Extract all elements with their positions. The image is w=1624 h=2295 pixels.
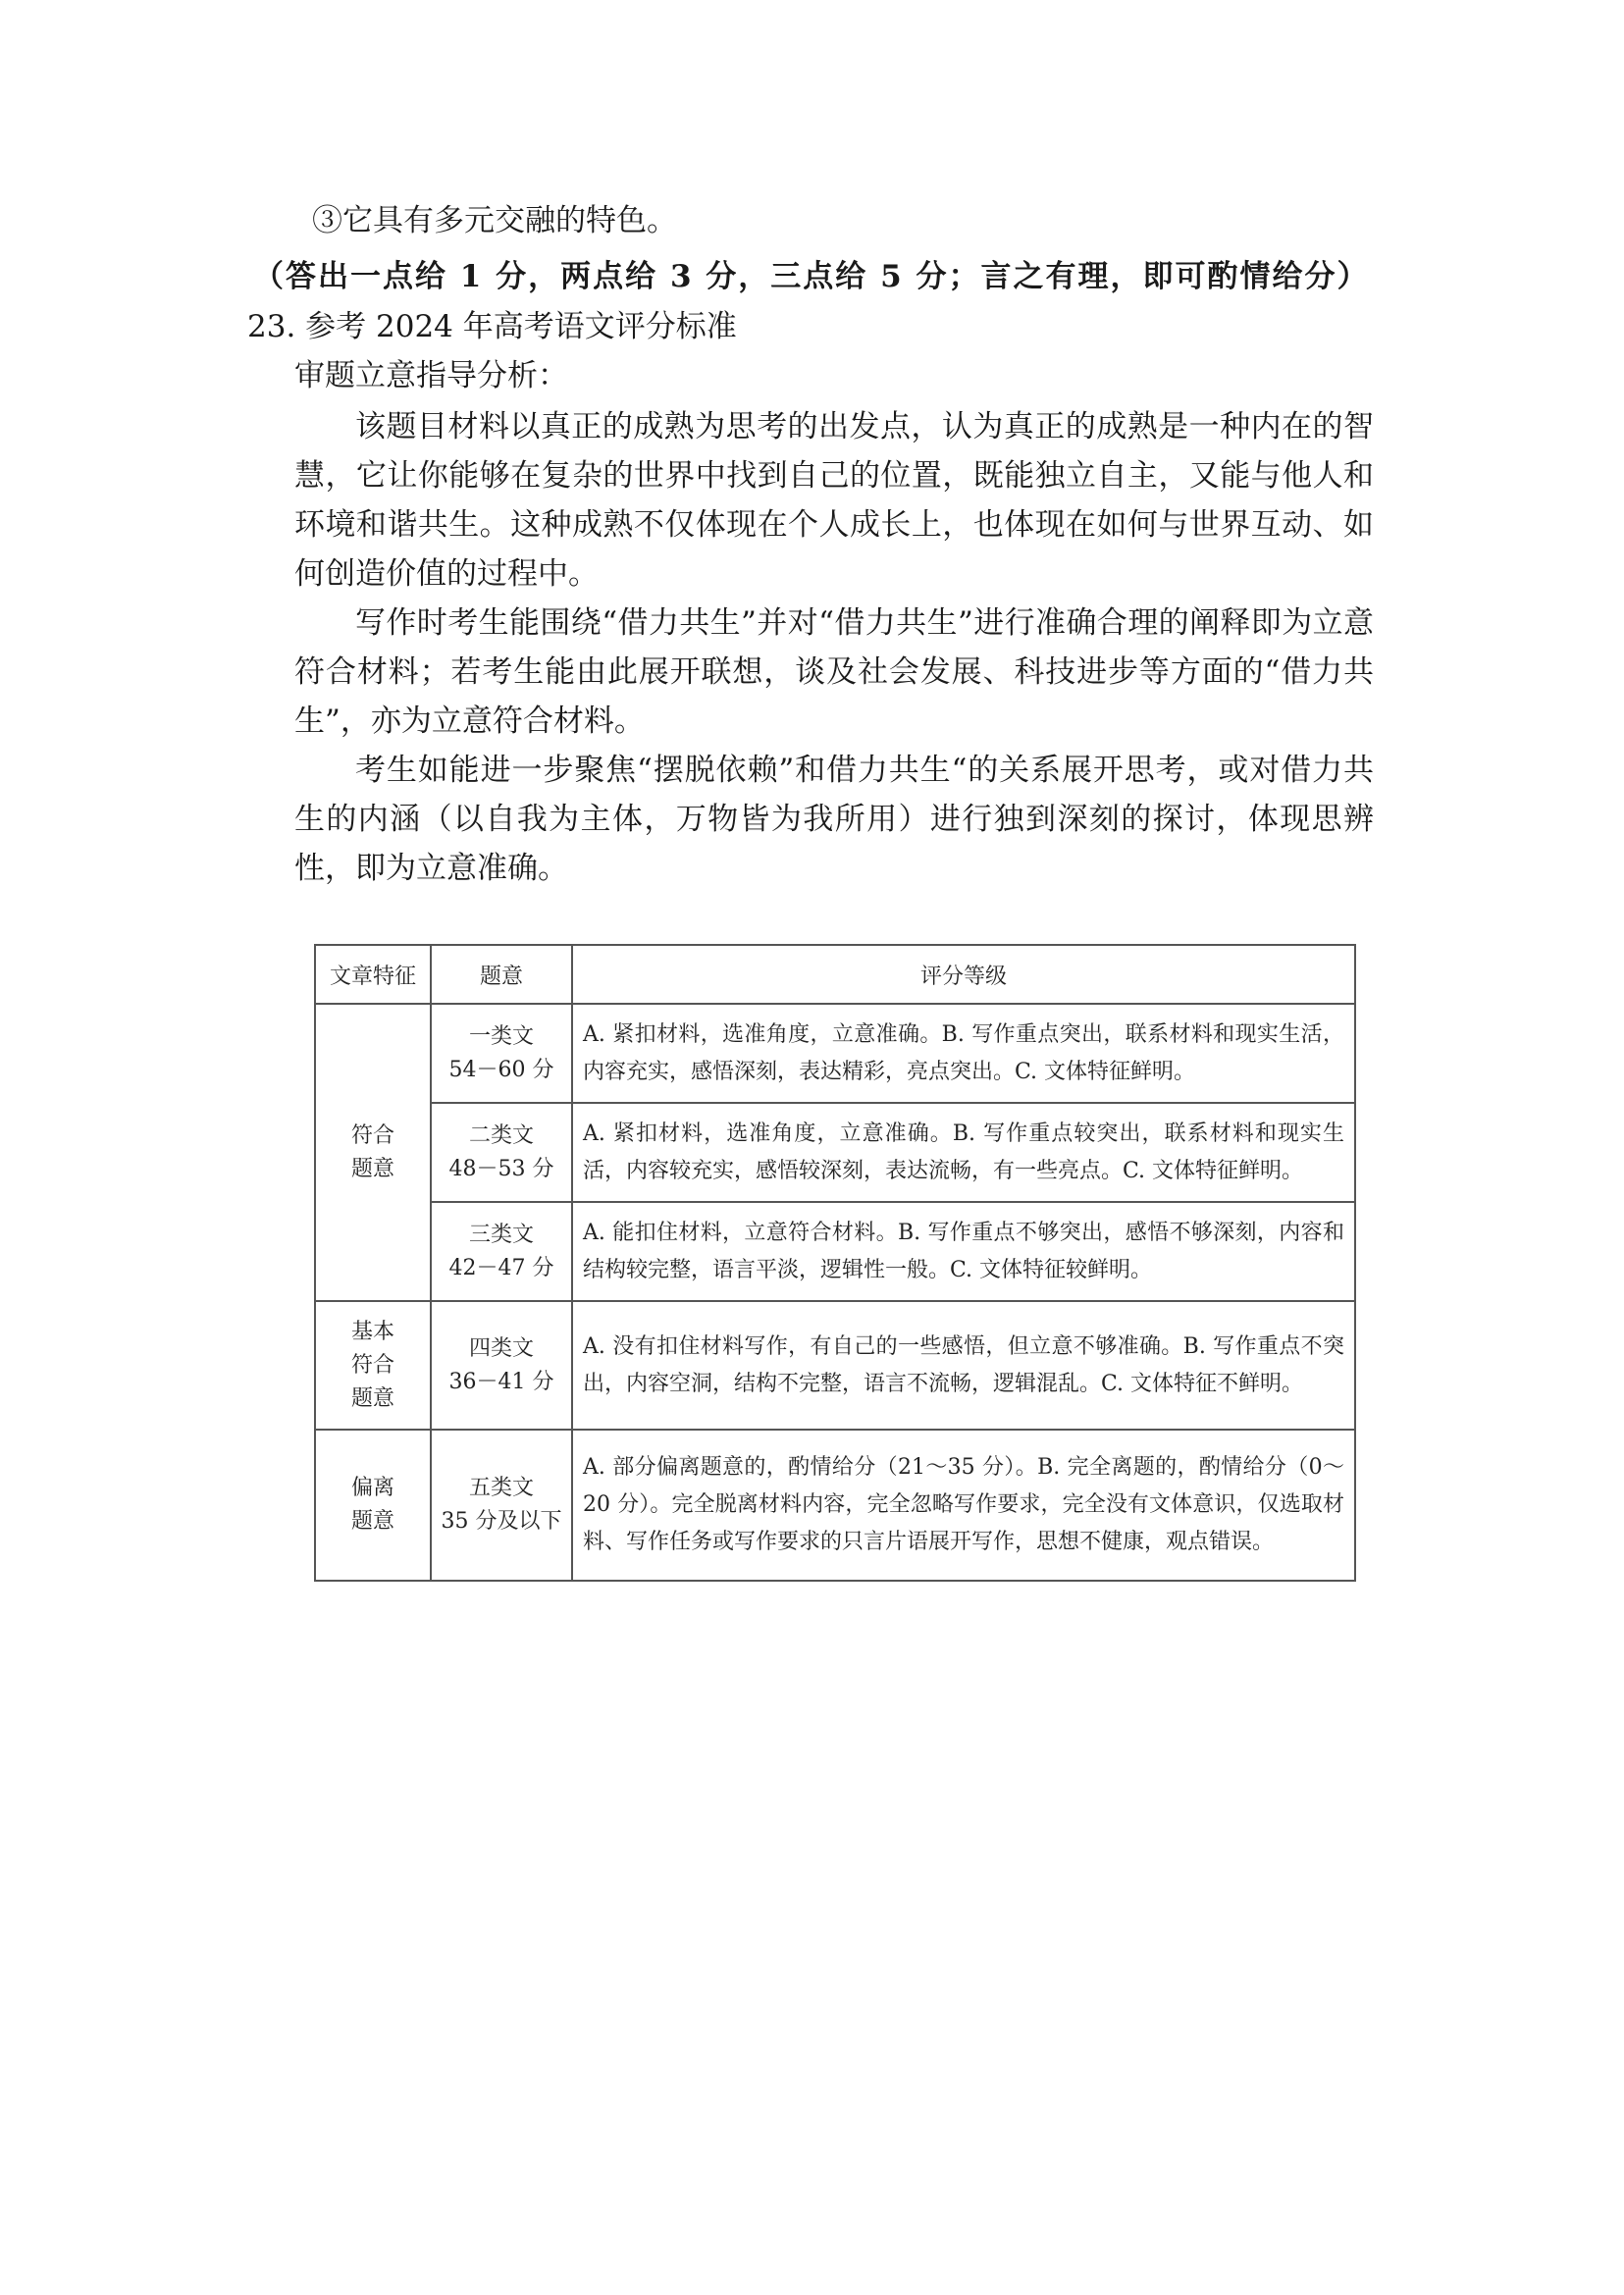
analysis-text (294, 402, 1374, 893)
grade-range: 42－47 分 (448, 1255, 554, 1280)
grade-range: 54－60 分 (448, 1057, 554, 1082)
table-row (315, 1430, 1355, 1581)
grade-cell (431, 1004, 572, 1103)
question-23-title: 23. 参考 2024 年高考语文评分标准 (247, 309, 737, 344)
grade-name: 五类文 (468, 1476, 534, 1500)
header-feature: 文章特征 (315, 945, 431, 1004)
group-pianli: 偏离题意 (315, 1430, 431, 1581)
grade-description: A. 紧扣材料，选准角度，立意准确。B. 写作重点较突出，联系材料和现实生活，内容较充实，感悟较深刻，表达流畅，有一些亮点。C. 文体特征鲜明。 (572, 1103, 1355, 1202)
group-jiben: 基本符合题意 (315, 1301, 431, 1430)
grade-range: 35 分及以下 (441, 1509, 562, 1534)
table-row (315, 1202, 1355, 1301)
grade-cell (431, 1103, 572, 1202)
table-row (315, 1004, 1355, 1103)
header-topic: 题意 (431, 945, 572, 1004)
table-header-row (315, 945, 1355, 1004)
scoring-note: （答出一点给 1 分，两点给 3 分，三点给 5 分；言之有理，即可酌情给分） (253, 259, 1370, 294)
table-row (315, 1103, 1355, 1202)
grade-cell (431, 1301, 572, 1430)
guide-heading: 审题立意指导分析： (294, 358, 568, 393)
analysis-paragraph: 写作时考生能围绕“借力共生”并对“借力共生”进行准确合理的阐释即为立意符合材料；若考生能由此展开联想，谈及社会发展、科技进步等方面的“借力共生”，亦为立意符合材料。 (294, 605, 1374, 739)
analysis-paragraph: 考生如能进一步聚焦“摆脱依赖”和借力共生“的关系展开思考，或对借力共生的内涵（以自我为主体，万物皆为我所用）进行独到深刻的探讨，体现思辨性，即为立意准确。 (294, 753, 1374, 886)
analysis-paragraph: 该题目材料以真正的成熟为思考的出发点，认为真正的成熟是一种内在的智慧，它让你能够在复杂的世界中找到自己的位置，既能独立自主，又能与他人和环境和谐共生。这种成熟不仅体现在个人成长上，也体现在如何与世界互动、如何创造价值的过程中。 (294, 409, 1374, 592)
grade-description: A. 部分偏离题意的，酌情给分（21～35 分）。B. 完全离题的，酌情给分（0～20 分）。完全脱离材料内容，完全忽略写作要求，完全没有文体意识，仅选取材料、写作任务或写作要求的只言片语展开写作，思想不健康，观点错误。 (572, 1430, 1355, 1581)
grade-cell (431, 1430, 572, 1581)
grade-description: A. 没有扣住材料写作，有自己的一些感悟，但立意不够准确。B. 写作重点不突出，内容空洞，结构不完整，语言不流畅，逻辑混乱。C. 文体特征不鲜明。 (572, 1301, 1355, 1430)
scoring-rubric-table (314, 944, 1356, 1582)
group-fuhe: 符合题意 (315, 1004, 431, 1301)
answer-item-3: ③它具有多元交融的特色。 (312, 203, 677, 238)
grade-name: 一类文 (468, 1023, 534, 1049)
grade-name: 三类文 (468, 1222, 534, 1247)
grade-description: A. 能扣住材料，立意符合材料。B. 写作重点不够突出，感悟不够深刻，内容和结构较完整，语言平淡，逻辑性一般。C. 文体特征较鲜明。 (572, 1202, 1355, 1301)
grade-description: A. 紧扣材料，选准角度，立意准确。B. 写作重点突出，联系材料和现实生活，内容充实，感悟深刻，表达精彩，亮点突出。C. 文体特征鲜明。 (572, 1004, 1355, 1103)
grade-name: 二类文 (468, 1122, 534, 1148)
grade-range: 48－53 分 (448, 1156, 554, 1181)
table-row (315, 1301, 1355, 1430)
grade-range: 36－41 分 (448, 1369, 554, 1394)
grade-name: 四类文 (468, 1335, 534, 1361)
header-grading: 评分等级 (572, 945, 1355, 1004)
grade-cell (431, 1202, 572, 1301)
